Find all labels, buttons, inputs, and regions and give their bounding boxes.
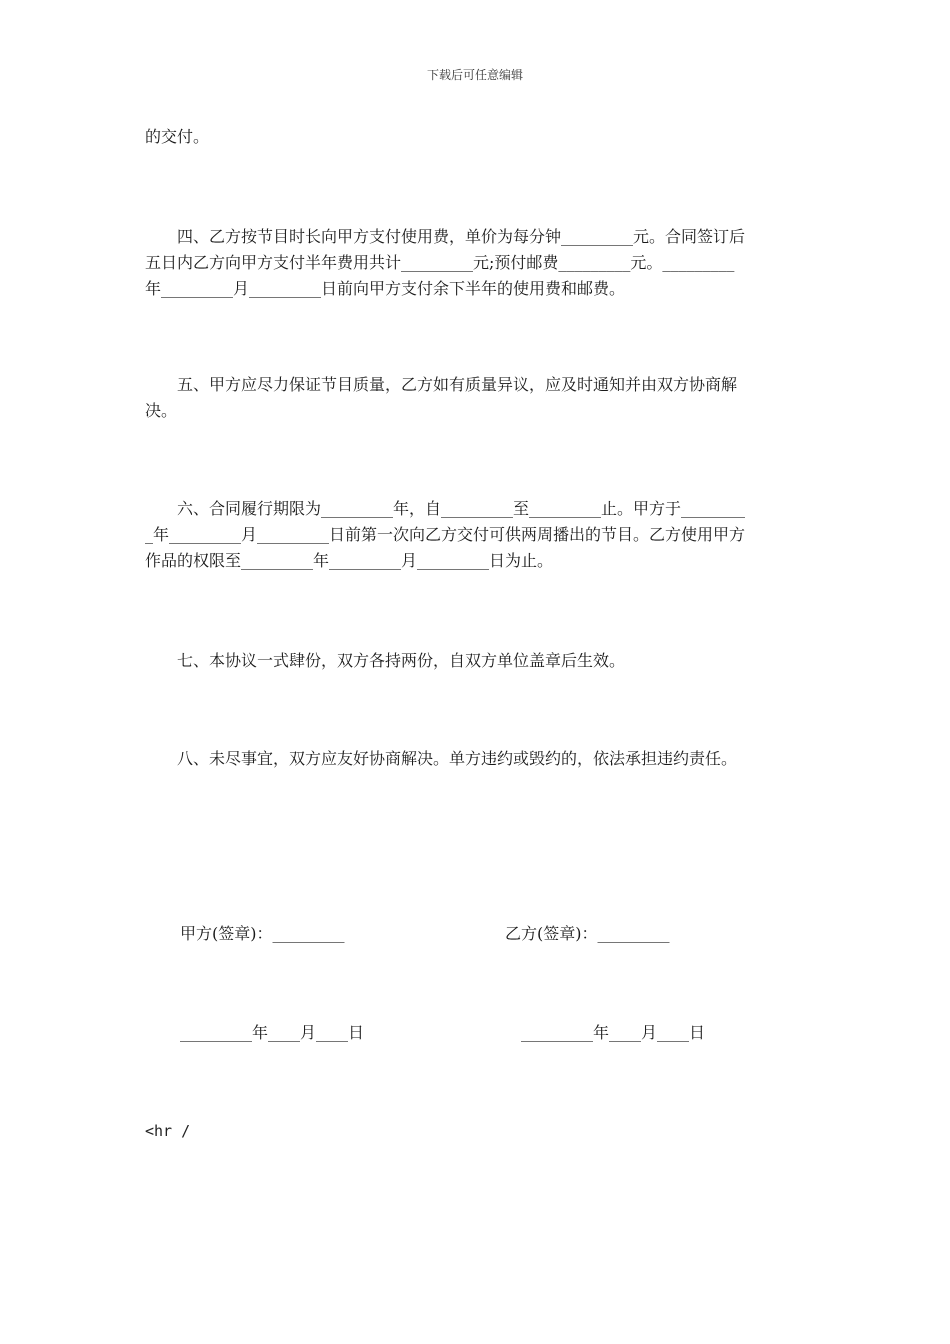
text-line: 决。 xyxy=(145,401,178,420)
party-a-signature: 甲方(签章)：_________ xyxy=(180,924,345,943)
party-a-date: _________年____月____日 xyxy=(180,1023,365,1042)
text-line: _年_________月_________日前第一次向乙方交付可供两周播出的节目。乙方使用甲方 xyxy=(145,525,746,544)
text-line: 五日内乙方向甲方支付半年费用共计_________元;预付邮费_________元。_________ xyxy=(145,253,735,272)
text-line: 八、未尽事宜，双方应友好协商解决。单方违约或毁约的，依法承担违约责任。 xyxy=(145,749,738,768)
text-line: 作品的权限至_________年_________月_________日为止。 xyxy=(145,551,554,570)
page-header: 下载后可任意编辑 xyxy=(426,68,523,82)
text-line: 四、乙方按节目时长向甲方支付使用费，单价为每分钟_________元。合同签订后 xyxy=(145,227,746,246)
party-b-date: _________年____月____日 xyxy=(521,1023,706,1042)
raw-hr-tag-text: <hr / xyxy=(145,1122,191,1140)
text-line: 年_________月_________日前向甲方支付余下半年的使用费和邮费。 xyxy=(145,279,626,298)
text-line: 五、甲方应尽力保证节目质量，乙方如有质量异议，应及时通知并由双方协商解 xyxy=(145,375,738,394)
text-line: 的交付。 xyxy=(145,127,210,146)
text-line: 七、本协议一式肆份，双方各持两份，自双方单位盖章后生效。 xyxy=(145,651,626,670)
party-b-signature: 乙方(签章)：_________ xyxy=(505,924,670,943)
text-line: 六、合同履行期限为_________年，自_________至_________止。甲方于________ xyxy=(145,499,746,518)
